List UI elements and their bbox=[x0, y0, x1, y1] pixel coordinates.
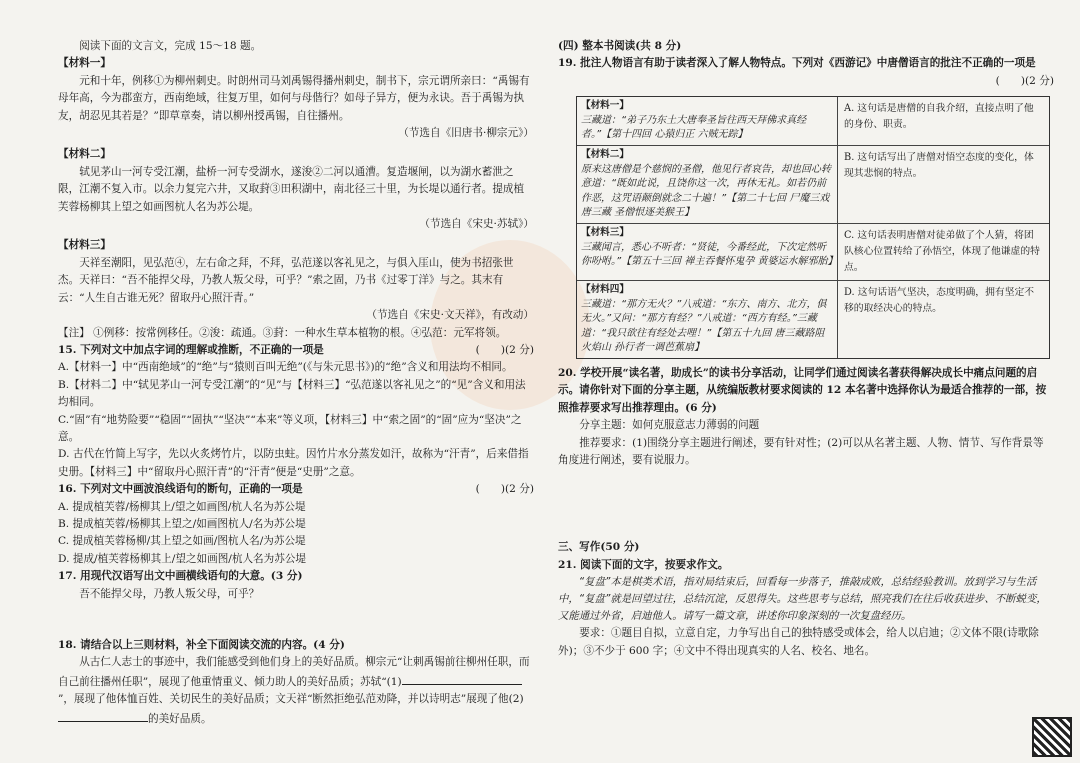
material-1-text: 元和十年，例移①为柳州刺史。时朗州司马刘禹锡得播州刺史，制书下，宗元谓所亲曰：“禹锡有母年高，今为郡蛮方，西南绝域，往复万里，如何与母偕行？如母子异方，便为永诀。吾于禹锡为执友，胡忍见其若是？”即草章奏，请以柳州授禹锡，自往播州。 bbox=[58, 74, 530, 122]
q16-option-d: D. 提成/植芙蓉杨柳其上/望之如画图/杭人名为苏公堤 bbox=[58, 552, 307, 565]
material-cell bbox=[577, 281, 838, 358]
qr-code bbox=[1032, 717, 1072, 757]
section-3-title: 三、写作(50 分) bbox=[558, 541, 640, 554]
material-3-title: 【材料三】 bbox=[58, 239, 111, 252]
question-21-stem: 21. 阅读下面的文字，按要求作文。 bbox=[558, 558, 729, 571]
question-15 bbox=[58, 342, 534, 359]
table-row bbox=[577, 281, 1049, 358]
q18-part-1: 从古仁人志士的事迹中，我们能感受到他们身上的美好品质。柳宗元“让刺禹锡前往柳州任职，而自己前往播州任职”，展现了他重情重义、倾力助人的美好品质；苏轼“(1) bbox=[58, 656, 530, 688]
q16-option-a: A. 提成植芙蓉/杨柳其上/望之如画图/杭人名为苏公堤 bbox=[58, 500, 306, 513]
annotation-d: D. 这句话语气坚决，态度明确，拥有坚定不移的取经决心的特点。 bbox=[844, 286, 1035, 314]
q18-part-3: 的美好品质。 bbox=[148, 712, 212, 725]
q15-option-b: B.【材料二】中“轼见茅山一河专受江潮”的“见”与【材料三】“弘范遂以客礼见之”的“见”含义和用法均相同。 bbox=[58, 378, 526, 409]
question-18-text bbox=[58, 654, 534, 728]
q18-part-2: ”，展现了他体恤百姓、关切民生的美好品质；文天祥“断然拒绝弘范劝降，并以诗明志”展现了他(2) bbox=[58, 693, 524, 706]
material-cell bbox=[577, 224, 838, 280]
table-material-2-title: 【材料二】 bbox=[581, 149, 629, 160]
table-material-1-title: 【材料一】 bbox=[581, 100, 629, 112]
q18-blank-1[interactable] bbox=[402, 672, 522, 685]
material-3-text: 天祥至潮阳，见弘范④，左右命之拜，不拜，弘范遂以客礼见之，与俱入厓山，使为书招张世杰。天祥曰：“吾不能捍父母，乃教人叛父母，可乎？”索之固，乃书《过零丁洋》与之。其末有云：“人生自古谁无死？留取丹心照汗青。” bbox=[58, 256, 514, 304]
question-16 bbox=[58, 481, 534, 498]
table-material-2-text: 原来这唐僧是个慈悯的圣僧，他见行者哀告，却也回心转意道：“既如此说，且饶你这一次，再休无礼。如若仍前作恶，这咒语颠倒就念二十遍！”【第二十七回 尸魔三戏唐三藏 圣僧恨逐美猴王】 bbox=[581, 163, 831, 219]
table-material-1-text: 三藏道：“弟子乃东土大唐奉圣旨往西天拜佛求真经者。”【第十四回 心猿归正 六贼无踪】 bbox=[581, 114, 807, 141]
table-row bbox=[577, 224, 1049, 281]
material-cell bbox=[577, 146, 838, 223]
material-cell bbox=[577, 97, 838, 145]
q18-blank-2[interactable] bbox=[58, 709, 148, 722]
question-20-requirement: 推荐要求：(1)围绕分享主题进行阐述，要有针对性；(2)可以从名著主题、人物、情节、写作背景等角度进行阐述，要有说服力。 bbox=[558, 436, 1044, 466]
material-table bbox=[576, 96, 1050, 359]
reading-intro: 阅读下面的文言文，完成 15～18 题。 bbox=[79, 40, 262, 52]
annotation-c: C. 这句话表明唐僧对徒弟做了个人猜，将团队核心位置转给了孙悟空，体现了他谦虚的特点。 bbox=[844, 229, 1040, 273]
material-2-title: 【材料二】 bbox=[58, 148, 111, 161]
question-21-requirement: 要求：①题目自拟，立意自定，力争写出自己的独特感受或体会，给人以启迪；②文体不限(诗歌除外)；③不少于 600 字；④文中不得出现真实的人名、校名、地名。 bbox=[558, 627, 1039, 657]
annotation-a: A. 这句话是唐僧的自我介绍，直接点明了他的身份、职责。 bbox=[844, 103, 1034, 131]
table-material-4-title: 【材料四】 bbox=[581, 283, 629, 295]
table-row bbox=[577, 97, 1049, 146]
question-16-score: ( )(2 分) bbox=[475, 483, 534, 496]
material-1-title: 【材料一】 bbox=[58, 57, 111, 70]
notes: 【注】 ①例移：按常例移任。②浚：疏通。③葑：一种水生草本植物的根。④弘范：元军将领。 bbox=[58, 326, 507, 339]
material-3-source: （节选自《宋史·文天祥》，有改动） bbox=[366, 309, 534, 322]
material-1-source: （节选自《旧唐书·柳宗元》） bbox=[398, 127, 534, 140]
material-2-source: （节选自《宋史·苏轼》） bbox=[419, 218, 534, 231]
question-19-score: ( )(2 分) bbox=[995, 74, 1054, 87]
question-20-stem: 20. 学校开展“读名著，助成长”的读书分享活动，让同学们通过阅读名著获得解决成长中痛点问题的启示。请你针对下面的分享主题，从统编版教材要求阅读的 12 本名著中选择你认为最适合推荐的一部，按照推荐要求写出推荐理由。(6 分) bbox=[558, 366, 1047, 414]
q16-option-b: B. 提成植芙蓉/杨柳其上望之/如画图杭人/名为苏公堤 bbox=[58, 517, 306, 530]
question-20-topic: 分享主题：如何克服意志力薄弱的问题 bbox=[579, 419, 760, 432]
q16-option-c: C. 提成植芙蓉杨柳/其上望之如画/图杭人名/为苏公堤 bbox=[58, 535, 306, 548]
right-column bbox=[558, 0, 1054, 660]
q15-option-a: A.【材料一】中“西南绝域”的“绝”与“猿则百叫无绝”(《与朱元思书》)的“绝”含义和用法均不相同。 bbox=[58, 361, 513, 374]
question-19-stem: 19. 批注人物语言有助于读者深入了解人物特点。下列对《西游记》中唐僧语言的批注不正确的一项是 bbox=[558, 57, 1036, 70]
q15-option-d: D. 古代在竹简上写字，先以火炙烤竹片，以防虫蛀。因竹片水分蒸发如汗，故称为“汗青”，后来借指史册。【材料三】中“留取丹心照汗青”的“汗青”便是“史册”之意。 bbox=[58, 448, 529, 478]
table-material-3-title: 【材料三】 bbox=[581, 226, 629, 238]
question-21-prompt: “复盘”本是棋类术语，指对局结束后，回看每一步落子，推敲成败，总结经验教训。放到学习与生活中，“复盘”就是回望过往，总结沉淀，反思得失。这些思考与总结，照亮我们在往后收获进步、不断蜕变，又能通过外省，启迪他人。请写一篇文章，讲述你印象深刻的一次复盘经历。 bbox=[558, 576, 1047, 623]
question-15-stem: 15. 下列对文中加点字词的理解或推断，不正确的一项是 bbox=[58, 343, 324, 356]
table-row bbox=[577, 146, 1049, 224]
table-material-3-text: 三藏闻言，悉心不听者：“贤徒，今番经此，下次定然听你吩咐。”【第五十三回 禅主吞餐怀鬼孕 黄婆运水解邪胎】 bbox=[581, 241, 838, 268]
question-15-score: ( )(2 分) bbox=[475, 343, 534, 356]
section-4-title: (四) 整本书阅读(共 8 分) bbox=[558, 40, 682, 52]
question-17-stem: 17. 用现代汉语写出文中画横线语句的大意。(3 分) bbox=[58, 570, 303, 583]
material-2-text: 轼见茅山一河专受江潮，盐桥一河专受湖水，遂浚②二河以通漕。复造堰闸，以为湖水蓄泄之限，江潮不复入市。以余力复完六井，又取葑③田积湖中，南北径三十里，为长堤以通行者。提成植芙蓉杨柳其上望之如画图杭人名为苏公堤。 bbox=[58, 165, 525, 213]
annotation-b: B. 这句话写出了唐僧对悟空态度的变化，体现其悲悯的特点。 bbox=[844, 152, 1034, 179]
table-material-4-text: 三藏道：“那方无火？”八戒道：“东方、南方、北方，俱无火。”又问：“那方有经？”八戒道：“西方有经。”三藏道：“我只欲往有经处去哩！”【第五十九回 唐三藏路阻火焰山 孙行者一调芭蕉扇】 bbox=[581, 298, 827, 354]
question-18-stem: 18. 请结合以上三则材料，补全下面阅读交流的内容。(4 分) bbox=[58, 639, 345, 651]
left-column bbox=[58, 0, 534, 728]
question-17-sentence: 吾不能捍父母，乃教人叛父母，可乎？ bbox=[79, 587, 260, 600]
q15-option-c: C.“固”有“地势险要”“稳固”“固执”“坚决”“本来”等义项，【材料三】中“索之固”的“固”应为“坚决”之意。 bbox=[58, 413, 522, 443]
question-16-stem: 16. 下列对文中画波浪线语句的断句，正确的一项是 bbox=[58, 483, 303, 496]
